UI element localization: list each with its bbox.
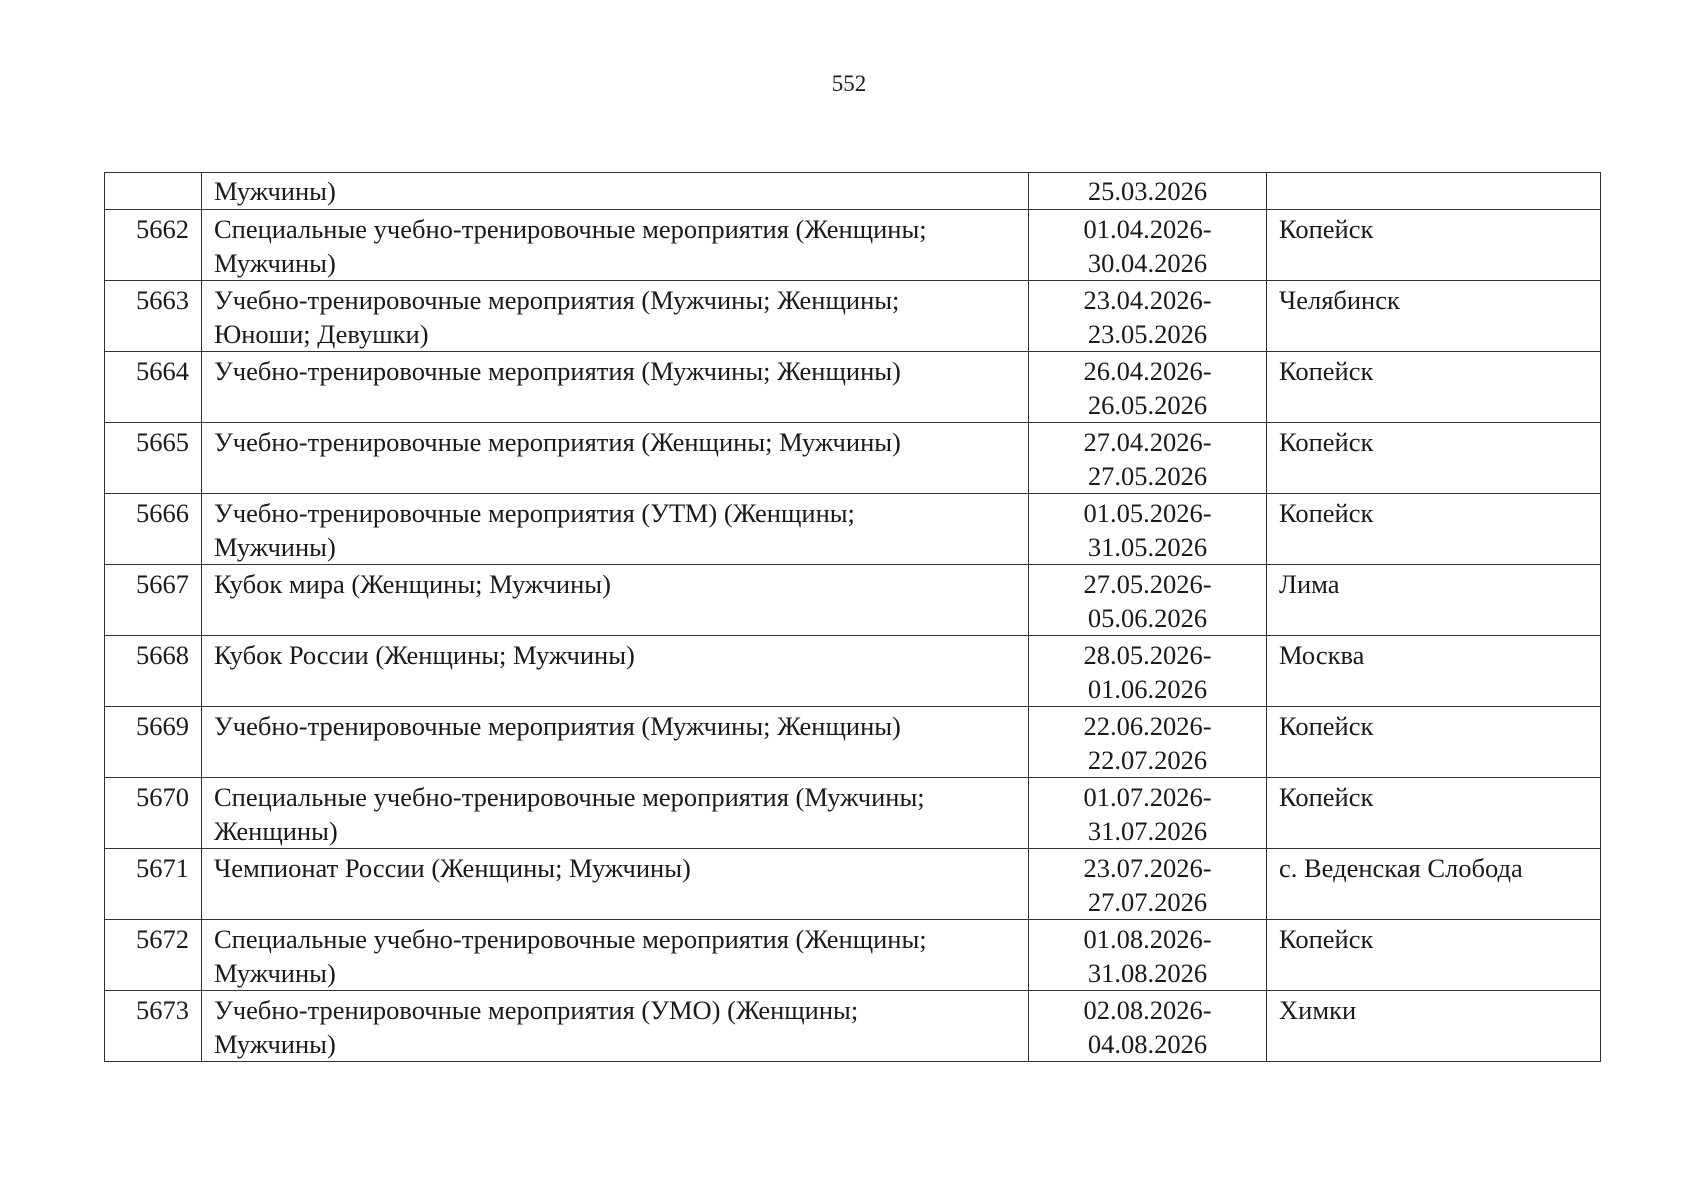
table-row-continuation [105,173,1601,210]
cell-dates [1029,210,1267,281]
event-name-line: Юноши; Девушки) [214,319,429,349]
event-name-line: Специальные учебно-тренировочные мероприятия (Мужчины; [214,782,925,812]
event-name-line: Учебно-тренировочные мероприятия (Женщины; Мужчины) [214,427,901,457]
table-row [105,423,1601,494]
date-start: 23.04.2026- [1083,285,1212,315]
event-name-line: Учебно-тренировочные мероприятия (УТМ) (Женщины; [214,498,855,528]
cell-number: 5663 [105,281,202,352]
cell-number: 5670 [105,778,202,849]
table-row [105,849,1601,920]
event-name-line: Учебно-тренировочные мероприятия (Мужчины; Женщины) [214,711,901,741]
cell-city: Копейск [1267,920,1601,991]
date-end: 31.07.2026 [1087,816,1208,846]
event-name-line: Учебно-тренировочные мероприятия (Мужчины; Женщины) [214,356,901,386]
event-name-line: Мужчины) [214,1029,336,1059]
table-row [105,352,1601,423]
page-number: 552 [831,71,867,96]
cell-city: Копейск [1267,210,1601,281]
date-end: 01.06.2026 [1087,674,1208,704]
cell-event-name [202,565,1029,636]
date-start: 27.04.2026- [1083,427,1212,457]
cell-dates [1029,707,1267,778]
cell-dates [1029,920,1267,991]
cell-dates [1029,849,1267,920]
cell-number: 5667 [105,565,202,636]
table-row [105,565,1601,636]
date-end: 31.08.2026 [1087,958,1208,988]
date-start: 02.08.2026- [1083,995,1212,1025]
cell-event-name [202,920,1029,991]
table-row [105,778,1601,849]
cell-event-name [202,210,1029,281]
date-end: 05.06.2026 [1087,603,1208,633]
event-name-line: Женщины) [214,816,338,846]
cell-dates [1029,281,1267,352]
cell-city: Копейск [1267,778,1601,849]
date-start: 23.07.2026- [1083,853,1212,883]
date-end: 22.07.2026 [1087,745,1208,775]
cell-event-name [202,849,1029,920]
cell-event-name [202,281,1029,352]
date-start: 28.05.2026- [1083,640,1212,670]
cell-dates [1029,423,1267,494]
cell-dates [1029,494,1267,565]
table-row [105,707,1601,778]
date-end: 27.07.2026 [1087,887,1208,917]
cell-city: Копейск [1267,494,1601,565]
event-name-line: Специальные учебно-тренировочные мероприятия (Женщины; [214,214,927,244]
cell-city: Москва [1267,636,1601,707]
date-start: 01.07.2026- [1083,782,1212,812]
date-end: 31.05.2026 [1087,532,1208,562]
event-name-line: Кубок России (Женщины; Мужчины) [214,640,635,670]
cell-event-name: Мужчины) [202,173,1029,210]
cell-dates [1029,565,1267,636]
event-name-line: Учебно-тренировочные мероприятия (Мужчины; Женщины; [214,285,900,315]
cell-number: 5668 [105,636,202,707]
cell-event-name [202,636,1029,707]
cell-city [1267,173,1601,210]
cell-city: Копейск [1267,352,1601,423]
cell-number: 5662 [105,210,202,281]
cell-number: 5672 [105,920,202,991]
events-table [104,172,1601,1062]
table-row [105,494,1601,565]
cell-number: 5669 [105,707,202,778]
cell-number: 5671 [105,849,202,920]
date-end: 30.04.2026 [1087,248,1208,278]
cell-event-name [202,423,1029,494]
table-row [105,920,1601,991]
date-start: 01.08.2026- [1083,924,1212,954]
date-start: 26.04.2026- [1083,356,1212,386]
cell-city: Лима [1267,565,1601,636]
cell-city: Челябинск [1267,281,1601,352]
event-name-line: Учебно-тренировочные мероприятия (УМО) (Женщины; [214,995,859,1025]
event-name-line: Мужчины) [214,532,336,562]
cell-number: 5673 [105,991,202,1062]
event-name-line: Кубок мира (Женщины; Мужчины) [214,569,611,599]
cell-event-name [202,778,1029,849]
date-end: 26.05.2026 [1087,390,1208,420]
cell-city: Копейск [1267,707,1601,778]
event-name-line: Мужчины) [214,958,336,988]
cell-city: с. Веденская Слобода [1267,849,1601,920]
date-start: 01.04.2026- [1083,214,1212,244]
date-start: 27.05.2026- [1083,569,1212,599]
cell-number: 5665 [105,423,202,494]
event-name-line: Чемпионат России (Женщины; Мужчины) [214,853,691,883]
cell-dates [1029,778,1267,849]
date-end: 27.05.2026 [1087,461,1208,491]
event-name-line: Мужчины) [214,248,336,278]
cell-event-name [202,352,1029,423]
table-row [105,991,1601,1062]
date-start: 01.05.2026- [1083,498,1212,528]
table-row [105,636,1601,707]
table-row [105,281,1601,352]
cell-dates [1029,352,1267,423]
cell-number [105,173,202,210]
cell-number: 5664 [105,352,202,423]
table-row [105,210,1601,281]
cell-dates [1029,636,1267,707]
cell-city: Копейск [1267,423,1601,494]
cell-event-name [202,494,1029,565]
cell-dates [1029,991,1267,1062]
cell-city: Химки [1267,991,1601,1062]
event-name-line: Специальные учебно-тренировочные мероприятия (Женщины; [214,924,927,954]
date-end: 04.08.2026 [1087,1029,1208,1059]
cell-dates: 25.03.2026 [1029,173,1267,210]
date-start: 22.06.2026- [1083,711,1212,741]
cell-event-name [202,707,1029,778]
cell-number: 5666 [105,494,202,565]
cell-event-name [202,991,1029,1062]
date-end: 23.05.2026 [1087,319,1208,349]
